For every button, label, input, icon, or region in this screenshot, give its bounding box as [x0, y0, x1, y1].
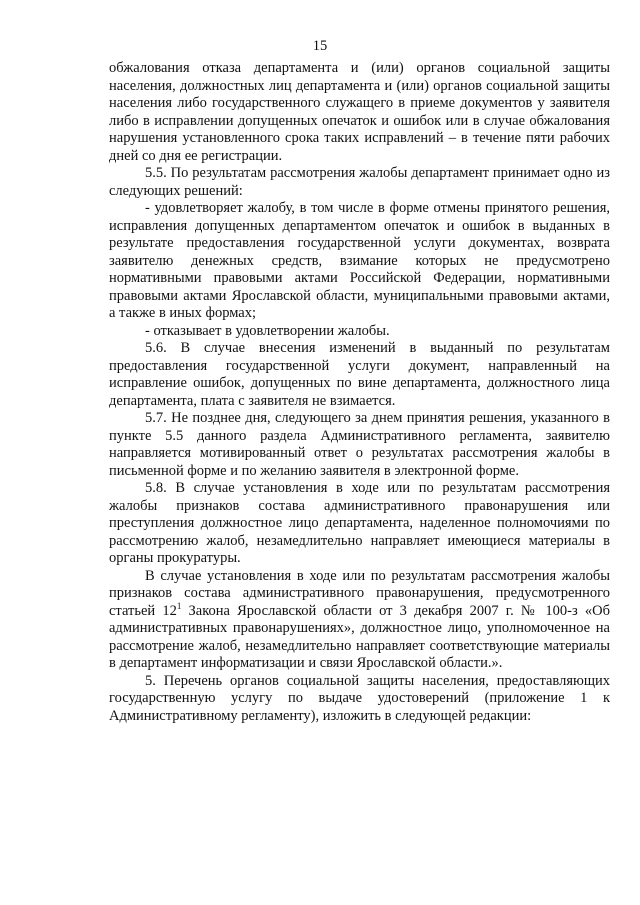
paragraph-text-before: В случае установления в ходе или по результатам рассмотрения жалобы признаков состава административного правонарушения, предусмотренного статьей 12 [109, 567, 610, 619]
paragraph-5-6: 5.6. В случае внесения изменений в выданный по результатам предоставления государственной услуги документ, направленный на исправление ошибок, допущенных по вине департамента, должностного лица департамента, плата с заявителя не взимается. [109, 340, 610, 409]
paragraph-5-8: 5.8. В случае установления в ходе или по результатам рассмотрения жалобы признаков состава административного правонарушения или преступления должностное лицо департамента, наделенное полномочиями по рассмотрению жалоб, незамедлительно направляет имеющиеся материалы в органы прокуратуры. [109, 480, 610, 566]
paragraph-5-5-refuse: - отказывает в удовлетворении жалобы. [145, 322, 390, 339]
page-number: 15 [312, 38, 328, 54]
paragraph-5-5: 5.5. По результатам рассмотрения жалобы департамент принимает одно из следующих решений: [109, 165, 610, 199]
paragraph-complaint-appeal-tail: обжалования отказа департамента и (или) органов социальной защиты населения, должностных лиц департамента и (или) органов социальной защиты населения либо государственного служащего в приеме документов у заявителя либо в исправлении допущенных опечаток и ошибок или в случае обжалования нарушения установленного срока таких исправлений – в течение пяти рабочих дней со дня ее регистрации. [109, 60, 610, 164]
paragraph-5-7: 5.7. Не позднее дня, следующего за днем принятия решения, указанного в пункте 5.5 данного раздела Административного регламента, заявителю направляется мотивированный ответ о результатах рассмотрения жалобы в письменной форме и по желанию заявителя в электронной форме. [109, 410, 610, 479]
paragraph-5-5-satisfy: - удовлетворяет жалобу, в том числе в форме отмены принятого решения, исправления допущенных департаментом опечаток и ошибок в выданных в результате предоставления государственной услуги документах, возврата заявителю денежных средств, взимание которых не предусмотрено нормативными правовыми актами Российской Федерации, нормативными правовыми актами Ярославской области, муниципальными правовыми актами, а также в иных формах; [109, 200, 610, 321]
paragraph-text-after: Закона Ярославской области от 3 декабря 2007 г. № 100-з «Об административных правонарушениях», должностное лицо, уполномоченное на рассмотрение жалоб, незамедлительно направляет соответствующие материалы в департамент информатизации и связи Ярославской области.». [109, 602, 610, 671]
paragraph-item-5-list: 5. Перечень органов социальной защиты населения, предоставляющих государственную услугу по выдаче удостоверений (приложение 1 к Административному регламенту), изложить в следующей редакции: [109, 672, 610, 724]
document-body [109, 60, 610, 725]
article-superscript: 1 [176, 600, 182, 611]
paragraph-5-8-administrative [109, 568, 610, 673]
